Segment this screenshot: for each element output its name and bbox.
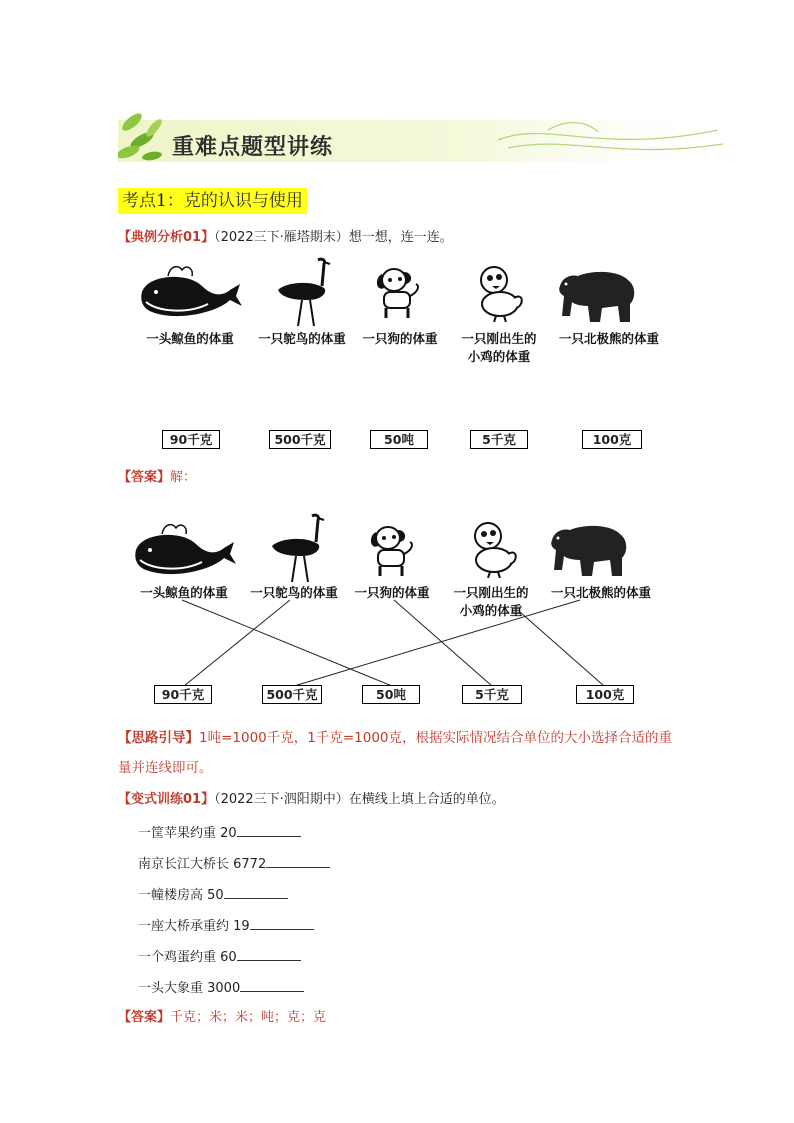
practice-answer-text: 千克；米；米；吨；克；克 bbox=[170, 1010, 327, 1025]
connect-dog-5kg bbox=[394, 600, 492, 686]
connect-chick-100g bbox=[520, 612, 604, 686]
answer-blank[interactable] bbox=[224, 884, 288, 899]
weight-box-100g: 100克 bbox=[582, 430, 642, 449]
answer-weight-box-5kg: 5千克 bbox=[462, 685, 522, 704]
answer-weight-box-500kg: 500千克 bbox=[262, 685, 322, 704]
weight-box-5kg: 5千克 bbox=[470, 430, 528, 449]
answer-weight-box-50t: 50吨 bbox=[362, 685, 420, 704]
practice-item-text: 一头大象重 3000 bbox=[138, 981, 241, 996]
example-source: （2022三下·雁塔期末）想一想，连一连。 bbox=[214, 230, 453, 245]
answer-weight-box-90kg: 90千克 bbox=[154, 685, 212, 704]
hint-text-1: 1吨=1000千克，1千克=1000克，根据实际情况结合单位的大小选择合适的重 bbox=[199, 730, 673, 746]
answer-blank[interactable] bbox=[250, 915, 314, 930]
practice-answer bbox=[118, 1008, 326, 1028]
answer-blank[interactable] bbox=[237, 946, 301, 961]
animal-label-whale: 一头鲸鱼的体重 bbox=[146, 331, 234, 346]
weight-box-50t: 50吨 bbox=[370, 430, 428, 449]
answer-animal-label-bear: 一只北极熊的体重 bbox=[550, 585, 651, 600]
practice-item bbox=[138, 822, 301, 844]
practice-item bbox=[138, 884, 288, 906]
practice-item-text: 一幢楼房高 50 bbox=[138, 888, 224, 903]
practice-item-text: 南京长江大桥长 6772 bbox=[138, 857, 267, 872]
answer-animal-label-whale: 一头鲸鱼的体重 bbox=[140, 585, 228, 600]
weight-box-90kg: 90千克 bbox=[162, 430, 220, 449]
animal-label-ostrich: 一只鸵鸟的体重 bbox=[258, 331, 346, 346]
answer-animal-label-ostrich: 一只鸵鸟的体重 bbox=[250, 585, 338, 600]
section-number: 1 bbox=[156, 191, 167, 211]
hint-tag: 【思路引导】 bbox=[118, 730, 199, 746]
practice-source: （2022三下·泗阳期中）在横线上填上合适的单位。 bbox=[214, 792, 505, 807]
animal-label-dog: 一只狗的体重 bbox=[362, 331, 438, 346]
practice-item-text: 一座大桥承重约 19 bbox=[138, 919, 250, 934]
example-tag: 【典例分析01】 bbox=[118, 230, 215, 245]
animal-label-chick: 一只刚出生的 小鸡的体重 bbox=[461, 331, 537, 364]
practice-item bbox=[138, 853, 330, 875]
hint-line-1 bbox=[118, 728, 672, 748]
answer-animal-label-dog: 一只狗的体重 bbox=[354, 585, 430, 600]
practice-item-text: 一筐苹果约重 20 bbox=[138, 826, 237, 841]
hint-text-2: 量并连线即可。 bbox=[118, 760, 213, 776]
answer-tag: 【答案】 bbox=[118, 470, 171, 485]
practice-answer-tag: 【答案】 bbox=[118, 1010, 171, 1025]
connect-bear-500kg bbox=[294, 600, 580, 686]
practice-item-text: 一个鸡蛋约重 60 bbox=[138, 950, 237, 965]
section-label: 考点 bbox=[122, 191, 156, 211]
connect-ostrich-90kg bbox=[184, 600, 290, 686]
weight-box-500kg: 500千克 bbox=[269, 430, 331, 449]
practice-item bbox=[138, 977, 304, 999]
section-text: ：克的认识与使用 bbox=[166, 191, 303, 211]
answer-blank[interactable] bbox=[266, 853, 330, 868]
practice-tag: 【变式训练01】 bbox=[118, 792, 215, 807]
practice-item bbox=[138, 946, 301, 968]
animal-label-bear: 一只北极熊的体重 bbox=[558, 331, 659, 346]
practice-heading bbox=[118, 790, 505, 810]
connect-whale-50t bbox=[182, 600, 392, 686]
answer-animal-label-chick: 一只刚出生的 小鸡的体重 bbox=[453, 585, 529, 618]
answer-blank[interactable] bbox=[237, 822, 301, 837]
answer-weight-box-100g: 100克 bbox=[576, 685, 634, 704]
practice-item bbox=[138, 915, 314, 937]
banner-title: 重难点题型讲练 bbox=[172, 135, 334, 160]
answer-blank[interactable] bbox=[240, 977, 304, 992]
answer-text: 解： bbox=[170, 470, 197, 485]
